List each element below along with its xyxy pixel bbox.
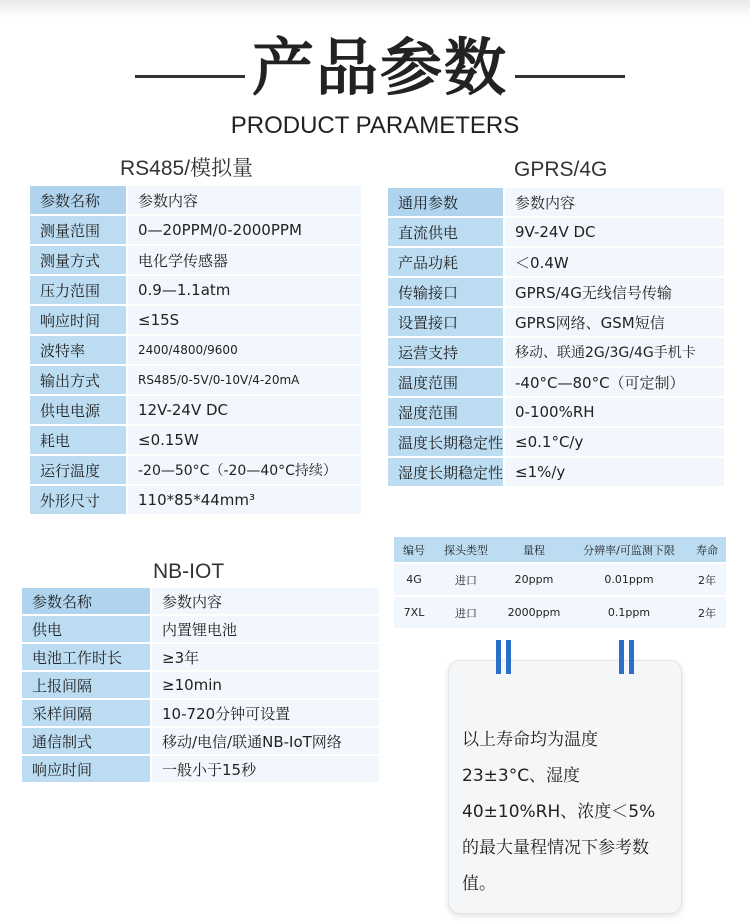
param-value: ≥10min (151, 671, 379, 699)
param-value: ≤0.1°C/y (504, 427, 724, 457)
table-row (22, 588, 379, 615)
table-row (388, 307, 724, 337)
table-row (388, 337, 724, 367)
param-key: 响应时间 (22, 755, 151, 783)
table-row (22, 699, 379, 727)
table-row (30, 395, 361, 425)
table-row (388, 217, 724, 247)
title-right-rule (515, 75, 625, 78)
param-key: 测量范围 (30, 215, 127, 245)
note-text: 以上寿命均为温度23±3°C、湿度40±10%RH、浓度＜5%的最大量程情况下参考数值。 (462, 730, 656, 894)
table-cell: 7XL (394, 596, 434, 628)
table-row (388, 397, 724, 427)
table-row (388, 427, 724, 457)
param-key: 电池工作时长 (22, 643, 151, 671)
models-table (394, 537, 726, 628)
column-header: 编号 (394, 537, 434, 563)
param-value: -40°C—80°C（可定制） (504, 367, 724, 397)
table-cell: 进口 (434, 596, 498, 628)
param-key: 供电电源 (30, 395, 127, 425)
table-row (30, 485, 361, 515)
param-value: 0.9—1.1atm (127, 275, 361, 305)
param-key: 采样间隔 (22, 699, 151, 727)
table-row (22, 643, 379, 671)
table-row (30, 425, 361, 455)
param-value: 2400/4800/9600 (127, 335, 361, 365)
table-row (30, 365, 361, 395)
title-left-rule (135, 75, 245, 78)
param-value: 电化学传感器 (127, 245, 361, 275)
param-key: 输出方式 (30, 365, 127, 395)
param-key: 温度长期稳定性 (388, 427, 504, 457)
gprs-params-table (388, 188, 724, 488)
table-row (22, 755, 379, 783)
table-row (30, 335, 361, 365)
param-key: 响应时间 (30, 305, 127, 335)
column-header: 探头类型 (434, 537, 498, 563)
param-value: ≥3年 (151, 643, 379, 671)
table-cell: 2000ppm (498, 596, 570, 628)
param-key: 压力范围 (30, 275, 127, 305)
table-row (22, 671, 379, 699)
table-row (30, 275, 361, 305)
rs485-section-title: RS485/模拟量 (120, 157, 254, 180)
top-gradient-bar (0, 0, 750, 18)
param-value: ≤0.15W (127, 425, 361, 455)
param-value: 10-720分钟可设置 (151, 699, 379, 727)
table-cell: 2年 (688, 596, 726, 628)
table-row (30, 215, 361, 245)
param-key: 外形尺寸 (30, 485, 127, 515)
param-key: 供电 (22, 615, 151, 643)
table-row (30, 455, 361, 485)
table-row (22, 727, 379, 755)
param-key: 运营支持 (388, 337, 504, 367)
param-value: 移动/电信/联通NB-IoT网络 (151, 727, 379, 755)
param-value: 参数内容 (504, 188, 724, 217)
table-row (30, 305, 361, 335)
param-key: 通用参数 (388, 188, 504, 217)
param-value: -20—50°C（-20—40°C持续） (127, 455, 361, 485)
table-row (388, 247, 724, 277)
table-row (388, 188, 724, 217)
table-cell: 0.01ppm (570, 563, 688, 596)
param-key: 湿度长期稳定性 (388, 457, 504, 487)
param-key: 湿度范围 (388, 397, 504, 427)
page-subtitle: PRODUCT PARAMETERS (230, 112, 520, 139)
table-cell: 4G (394, 563, 434, 596)
param-value: GPRS网络、GSM短信 (504, 307, 724, 337)
table-row (394, 596, 726, 628)
page-header (0, 28, 750, 108)
param-key: 传输接口 (388, 277, 504, 307)
param-value: 12V-24V DC (127, 395, 361, 425)
binder-clip-icon (496, 640, 514, 674)
table-row (388, 277, 724, 307)
param-key: 参数名称 (30, 186, 127, 215)
nbiot-section-title: NB-IOT (153, 560, 225, 583)
table-row (394, 563, 726, 596)
param-key: 耗电 (30, 425, 127, 455)
table-cell: 2年 (688, 563, 726, 596)
rs485-params-table (30, 186, 361, 516)
param-value: GPRS/4G无线信号传输 (504, 277, 724, 307)
table-row (30, 245, 361, 275)
param-value: 0—20PPM/0-2000PPM (127, 215, 361, 245)
param-key: 参数名称 (22, 588, 151, 615)
param-value: 一般小于15秒 (151, 755, 379, 783)
param-key: 上报间隔 (22, 671, 151, 699)
param-key: 温度范围 (388, 367, 504, 397)
param-value: RS485/0-5V/0-10V/4-20mA (127, 365, 361, 395)
param-value: 参数内容 (151, 588, 379, 615)
table-row (388, 457, 724, 487)
param-value: ≤15S (127, 305, 361, 335)
table-header-row (394, 537, 726, 563)
table-row (388, 367, 724, 397)
table-row (22, 615, 379, 643)
param-key: 产品功耗 (388, 247, 504, 277)
column-header: 寿命 (688, 537, 726, 563)
gprs-section-title: GPRS/4G (514, 158, 608, 181)
param-key: 测量方式 (30, 245, 127, 275)
binder-clip-icon (619, 640, 637, 674)
column-header: 分辨率/可监测下限 (570, 537, 688, 563)
param-value: 内置锂电池 (151, 615, 379, 643)
page-title: 产品参数 (251, 31, 508, 104)
param-value: 0-100%RH (504, 397, 724, 427)
table-row (30, 186, 361, 215)
param-key: 直流供电 (388, 217, 504, 247)
table-cell: 20ppm (498, 563, 570, 596)
param-key: 通信制式 (22, 727, 151, 755)
param-key: 设置接口 (388, 307, 504, 337)
param-value: 移动、联通2G/3G/4G手机卡 (504, 337, 724, 367)
table-cell: 0.1ppm (570, 596, 688, 628)
param-key: 运行温度 (30, 455, 127, 485)
param-value: ＜0.4W (504, 247, 724, 277)
param-value: ≤1%/y (504, 457, 724, 487)
column-header: 量程 (498, 537, 570, 563)
param-key: 波特率 (30, 335, 127, 365)
param-value: 110*85*44mm³ (127, 485, 361, 515)
table-cell: 进口 (434, 563, 498, 596)
param-value: 9V-24V DC (504, 217, 724, 247)
param-value: 参数内容 (127, 186, 361, 215)
nbiot-params-table (22, 588, 379, 784)
